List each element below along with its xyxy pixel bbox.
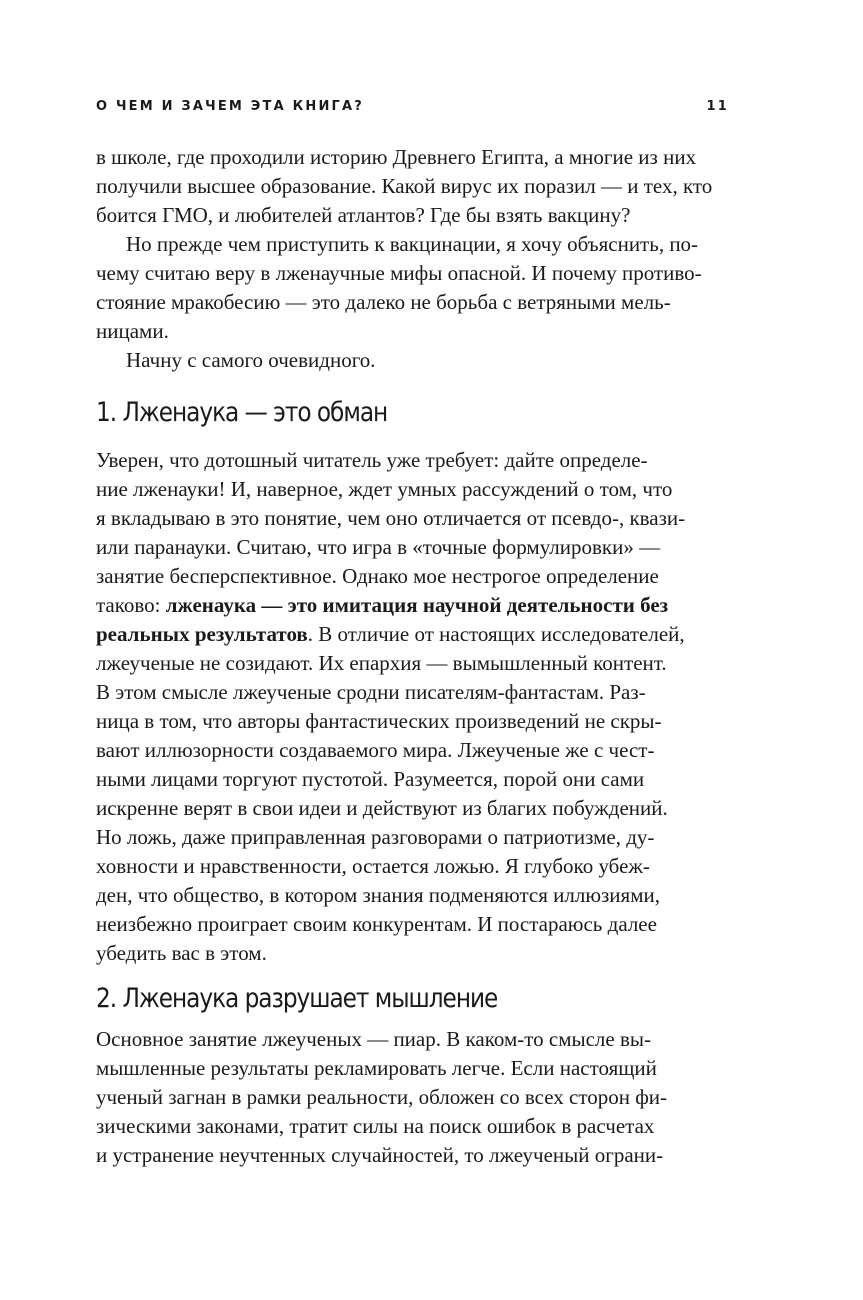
intro-text <box>96 143 726 375</box>
section-1-text <box>96 446 726 968</box>
bold-definition: лженаука — это имитация научной деятельности без реальных результатов <box>96 593 669 646</box>
paragraph <box>96 446 726 968</box>
page-number: 11 <box>706 99 729 114</box>
paragraph: Но прежде чем приступить к вакцинации, я хочу объяснить, по- чему считаю веру в лженаучные мифы опасной. И почему противо- стояние мракобесию — это далеко не борьба с ветряными мель- ницами. <box>96 232 702 343</box>
paragraph: Основное занятие лжеученых — пиар. В каком-то смысле вы- мышленные результаты рекламировать легче. Если настоящий ученый загнан в рамки реальности, обложен со всех сторон фи- зическими законами, тратит силы на поиск ошибок в расчетах и устранение неучтенных случайностей, то лжеученый ограни- <box>96 1027 668 1167</box>
paragraph-text: . В отличие от настоящих исследователей, лжеученые не созидают. Их епархия — вымышленный контент. В этом смысле лжеученые сродни писателям-фантастам. Раз- ница в том, что авторы фантастических произведений не скры- вают иллюзорности создаваемого мира. Лжеученые же с чест- ными лицами торгуют пустотой. Разумеется, порой они сами искренне верят в свои идеи и действуют из благих побуждений. Но ложь, даже приправленная разговорами о патриотизме, ду- ховности и нравственности, остается ложью. Я глубоко убеж- ден, что общество, в котором знания подменяются иллюзиями, неизбежно проиграет своим конкурентам. И постараюсь далее убедить вас в этом. <box>96 622 685 965</box>
paragraph-text: Уверен, что дотошный читатель уже требует: дайте определе- ние лженауки! И, наверное, ждет умных рассуждений о том, что я вкладываю в это понятие, чем оно отличается от псевдо-, квази- или паранауки. Считаю, что игра в «точные формулировки» — занятие бесперспективное. Однако мое нестрогое определение таково: <box>96 448 686 617</box>
section-heading-1: 1. Лженаука — это обман <box>96 397 388 428</box>
section-heading-2: 2. Лженаука разрушает мышление <box>96 983 498 1014</box>
running-head <box>96 99 729 114</box>
running-head-title: О ЧЕМ И ЗАЧЕМ ЭТА КНИГА? <box>96 99 365 114</box>
paragraph: в школе, где проходили историю Древнего Египта, а многие из них получили высшее образование. Какой вирус их поразил — и тех, кто боится ГМО, и любителей атлантов? Где бы взять вакцину? <box>96 145 713 227</box>
section-2-text <box>96 1025 726 1170</box>
paragraph: Начну с самого очевидного. <box>126 348 376 372</box>
